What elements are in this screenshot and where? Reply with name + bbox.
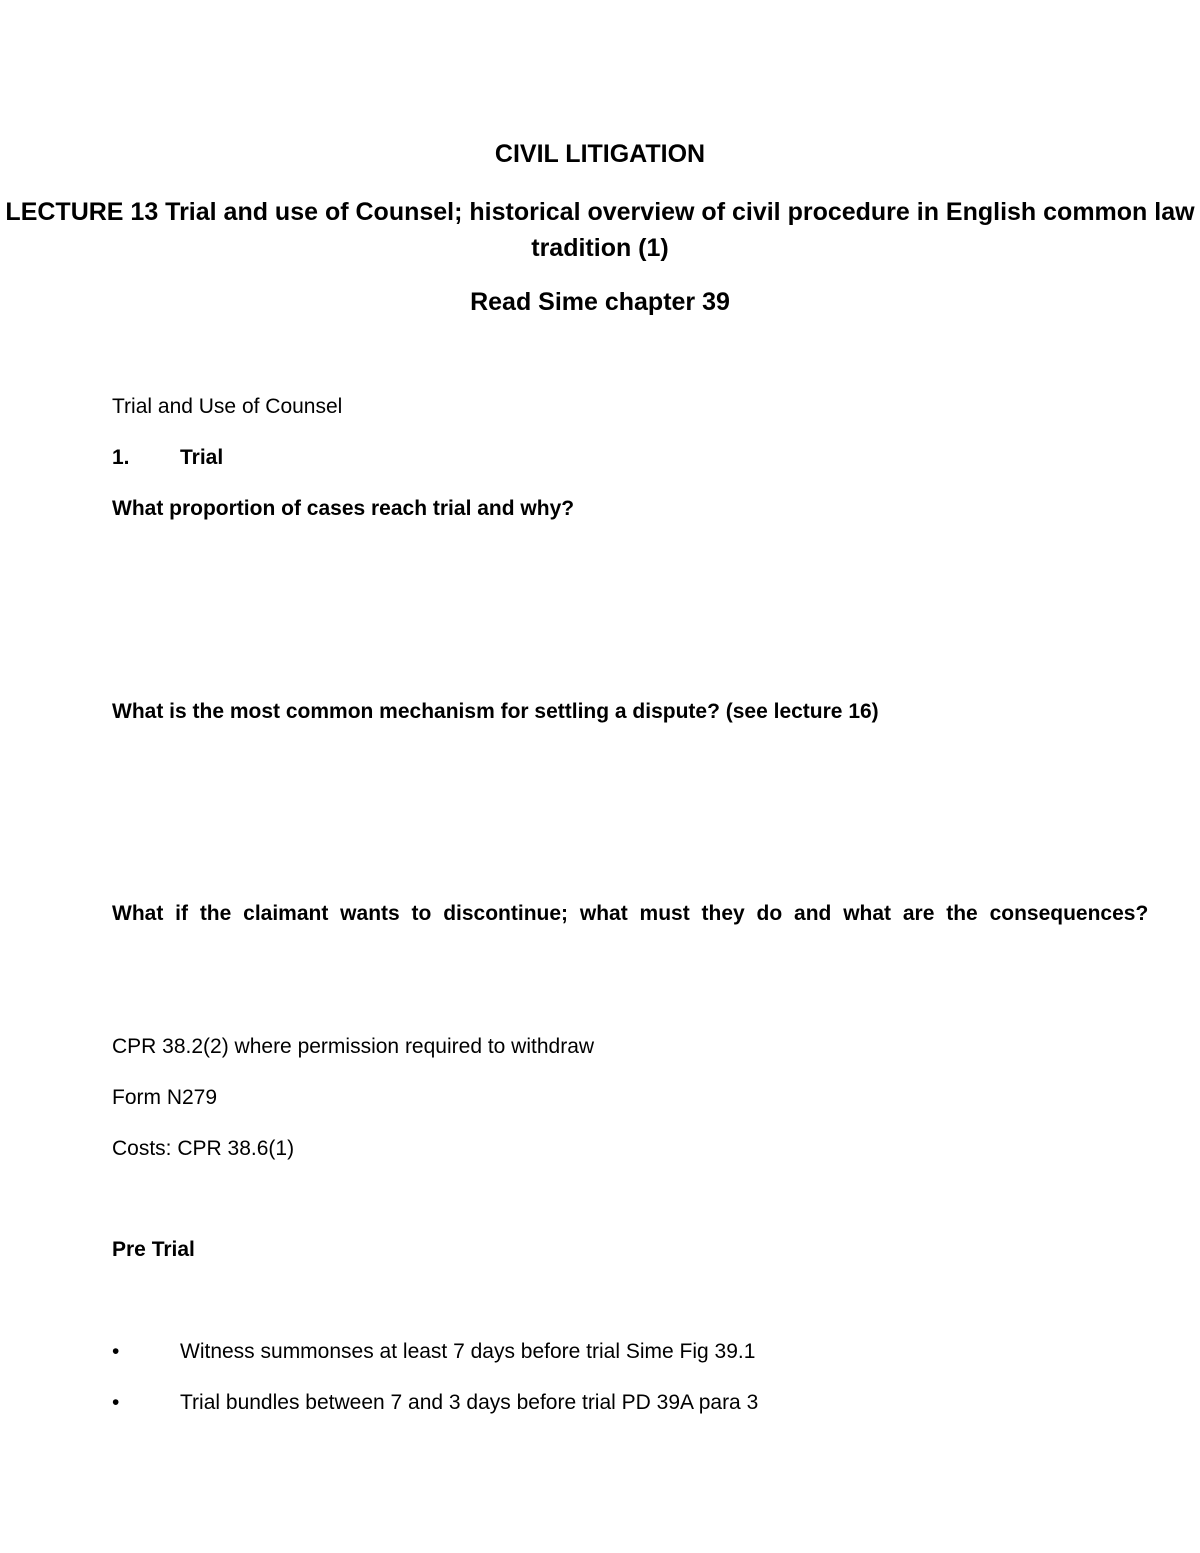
note-cpr-38-2: CPR 38.2(2) where permission required to withdraw [112, 1035, 595, 1058]
bullet-icon: • [112, 1340, 120, 1363]
reading-assignment: Read Sime chapter 39 [470, 288, 730, 316]
item-number: 1. [112, 446, 130, 469]
question-settlement-mechanism: What is the most common mechanism for settling a dispute? (see lecture 16) [112, 700, 879, 723]
question-discontinue: What if the claimant wants to discontinue; what must they do and what are the consequences? [112, 902, 1149, 925]
lecture-heading: LECTURE 13 Trial and use of Counsel; historical overview of civil procedure in English common law tradition (1) [5, 198, 1195, 262]
bullet-icon: • [112, 1391, 120, 1414]
bullet-trial-bundles: Trial bundles between 7 and 3 days before trial PD 39A para 3 [180, 1391, 759, 1414]
note-form-n279: Form N279 [112, 1086, 218, 1109]
note-costs: Costs: CPR 38.6(1) [112, 1137, 295, 1160]
bullet-witness-summonses: Witness summonses at least 7 days before trial Sime Fig 39.1 [180, 1340, 756, 1363]
question-trial-proportion: What proportion of cases reach trial and why? [112, 497, 575, 520]
document-title: CIVIL LITIGATION [494, 140, 706, 168]
pretrial-heading: Pre Trial [112, 1238, 195, 1261]
section-heading: Trial and Use of Counsel [112, 395, 343, 418]
item-label: Trial [180, 446, 224, 469]
